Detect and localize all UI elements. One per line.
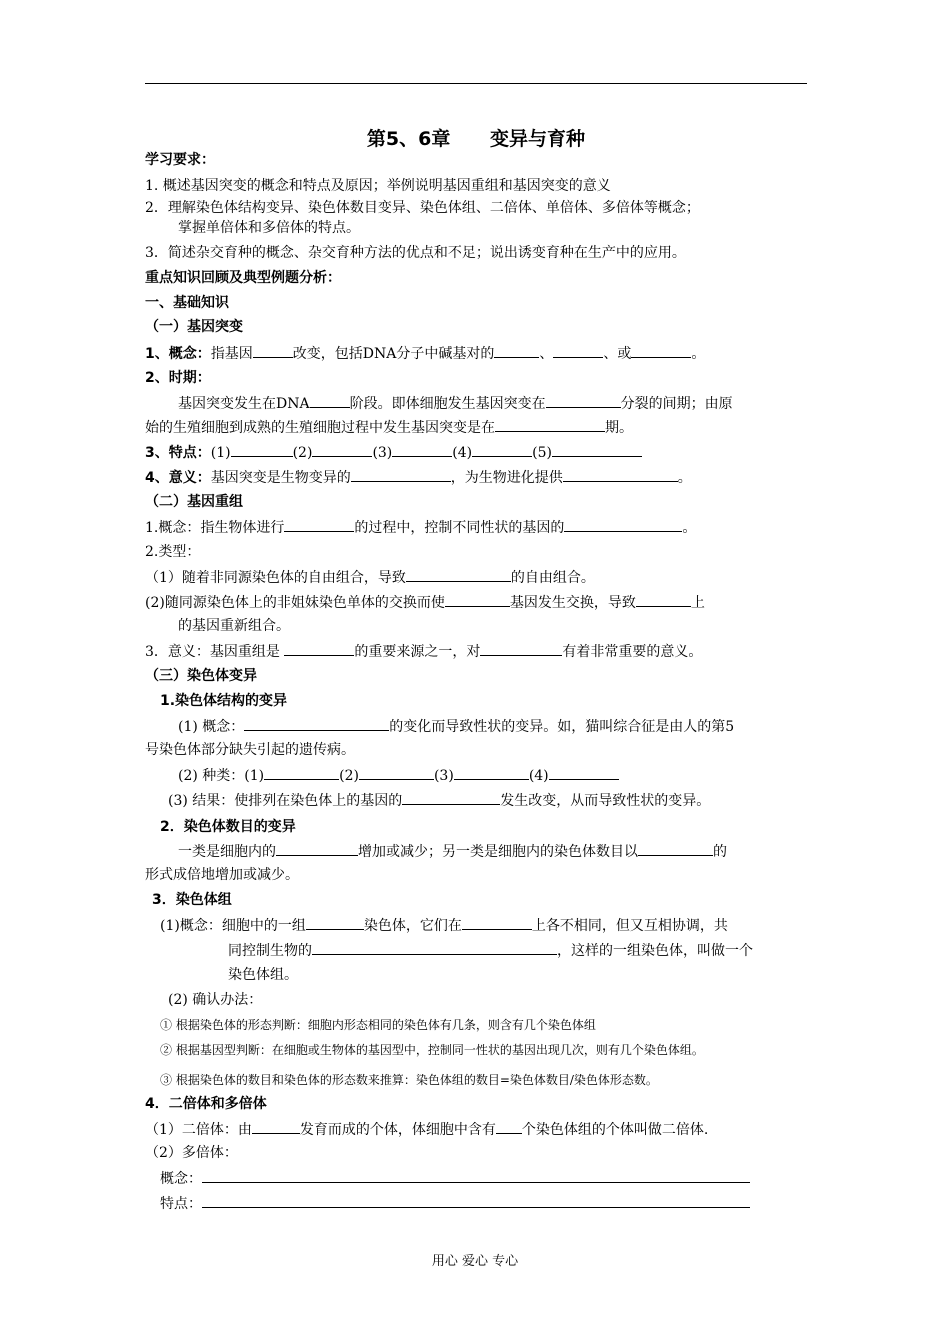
blank[interactable] <box>284 518 354 532</box>
method-item: ① 根据染色体的形态判断：细胞内形态相同的染色体有几条，则含有几个染色体组 <box>160 1018 596 1032</box>
concept-line: 1、概念：指基因 改变，包括DNA分子中碱基对的 、 、或 。 <box>145 346 706 362</box>
blank[interactable] <box>202 1169 750 1183</box>
structure-kinds: (2) 种类：(1) (2) (3) (4) <box>178 766 619 785</box>
blank[interactable] <box>563 468 678 482</box>
blank[interactable] <box>264 766 339 780</box>
blank[interactable] <box>631 344 691 358</box>
structure-result: (3) 结果：使排列在染色体上的基因的 发生改变，从而导致性状的变异。 <box>168 793 711 809</box>
blank[interactable] <box>564 518 682 532</box>
blank[interactable] <box>312 941 557 955</box>
sub-heading: 2．染色体数目的变异 <box>160 819 296 835</box>
blank[interactable] <box>638 842 713 856</box>
method-item: ③ 根据染色体的数目和染色体的形态数来推算：染色体组的数目=染色体数目/染色体形态数。 <box>160 1073 658 1087</box>
blank[interactable] <box>402 791 500 805</box>
blank[interactable] <box>553 344 603 358</box>
blank[interactable] <box>454 766 529 780</box>
blank[interactable] <box>495 418 605 432</box>
section-heading: （一）基因突变 <box>145 319 243 335</box>
type-line: (2)随同源染色体上的非姐妹染色单体的交换而使 基因发生交换，导致 上 <box>145 595 705 611</box>
learning-item: 3．简述杂交育种的概念、杂交育种方法的优点和不足；说出诱变育种在生产中的应用。 <box>145 245 686 261</box>
sub-heading: 3．染色体组 <box>152 892 232 908</box>
page-footer: 用心 爱心 专心 <box>431 1254 519 1269</box>
number-line: 一类是细胞内的 增加或减少；另一类是细胞内的染色体数目以 的 <box>178 844 727 860</box>
blank[interactable] <box>494 344 539 358</box>
blank[interactable] <box>252 1120 300 1134</box>
feature-line: 3、特点：(1) (2) (3) (4) (5) <box>145 443 642 462</box>
recomb-concept: 1.概念：指生物体进行 的过程中，控制不同性状的基因的 。 <box>145 520 697 536</box>
type-line: 的基因重新组合。 <box>178 618 290 634</box>
polyploid-label: （2）多倍体： <box>145 1145 238 1161</box>
blank[interactable] <box>202 1194 750 1208</box>
group-concept: 同控制生物的 ，这样的一组染色体，叫做一个 <box>228 943 753 959</box>
section-heading: （三）染色体变异 <box>145 668 257 684</box>
learning-item: 1. 概述基因突变的概念和特点及原因；举例说明基因重组和基因突变的意义 <box>145 178 611 194</box>
blank[interactable] <box>549 766 619 780</box>
period-line: 始的生殖细胞到成熟的生殖细胞过程中发生基因突变是在 期。 <box>145 420 633 436</box>
structure-concept: 号染色体部分缺失引起的遗传病。 <box>145 742 355 758</box>
blank[interactable] <box>310 394 350 408</box>
structure-concept: (1) 概念： 的变化而导致性状的变异。如，猫叫综合征是由人的第5 <box>178 719 735 735</box>
learning-item: 掌握单倍体和多倍体的特点。 <box>178 220 360 236</box>
part-heading: 一、基础知识 <box>145 295 229 311</box>
blank[interactable] <box>406 568 511 582</box>
recomb-meaning: 3．意义：基因重组是 的重要来源之一，对 有着非常重要的意义。 <box>145 644 703 660</box>
blank[interactable] <box>284 642 354 656</box>
method-label: (2) 确认办法： <box>168 992 263 1008</box>
blank[interactable] <box>359 766 434 780</box>
blank[interactable] <box>496 1120 522 1134</box>
blank[interactable] <box>306 916 364 930</box>
blank[interactable] <box>480 642 562 656</box>
group-concept: 染色体组。 <box>228 967 298 983</box>
polyploid-concept: 概念： <box>160 1169 750 1188</box>
blank[interactable] <box>244 717 389 731</box>
learning-heading: 学习要求： <box>145 152 215 168</box>
meaning-line: 4、意义：基因突变是生物变异的 ，为生物进化提供 。 <box>145 470 692 486</box>
blank[interactable] <box>231 443 293 457</box>
blank[interactable] <box>392 443 452 457</box>
blank[interactable] <box>253 344 293 358</box>
blank[interactable] <box>445 593 510 607</box>
blank[interactable] <box>636 593 691 607</box>
polyploid-feature: 特点： <box>160 1194 750 1213</box>
header-rule <box>145 83 807 84</box>
sub-heading: 1.染色体结构的变异 <box>160 693 288 709</box>
number-line: 形式成倍地增加或减少。 <box>145 867 299 883</box>
review-heading: 重点知识回顾及典型例题分析： <box>145 270 341 286</box>
blank[interactable] <box>552 443 642 457</box>
blank[interactable] <box>546 394 621 408</box>
sub-heading: 4．二倍体和多倍体 <box>145 1096 267 1112</box>
learning-item: 2．理解染色体结构变异、染色体数目变异、染色体组、二倍体、单倍体、多倍体等概念； <box>145 200 700 216</box>
blank[interactable] <box>351 468 451 482</box>
blank[interactable] <box>472 443 532 457</box>
period-line: 基因突变发生在DNA 阶段。即体细胞发生基因突变在 分裂的间期；由原 <box>178 396 733 412</box>
blank[interactable] <box>276 842 358 856</box>
diploid-line: （1）二倍体：由 发育而成的个体，体细胞中含有 个染色体组的个体叫做二倍体. <box>145 1122 709 1138</box>
section-heading: （二）基因重组 <box>145 494 243 510</box>
group-concept: (1)概念：细胞中的一组 染色体，它们在 上各不相同，但又互相协调，共 <box>160 918 728 934</box>
type-label: 2.类型： <box>145 544 201 560</box>
blank[interactable] <box>312 443 372 457</box>
type-line: （1）随着非同源染色体的自由组合，导致 的自由组合。 <box>145 570 595 586</box>
page-title: 第5、6章 变异与育种 <box>366 128 586 150</box>
period-label: 2、时期： <box>145 370 211 386</box>
method-item: ② 根据基因型判断：在细胞或生物体的基因型中，控制同一性状的基因出现几次，则有几个染色体组。 <box>160 1043 704 1057</box>
blank[interactable] <box>462 916 532 930</box>
